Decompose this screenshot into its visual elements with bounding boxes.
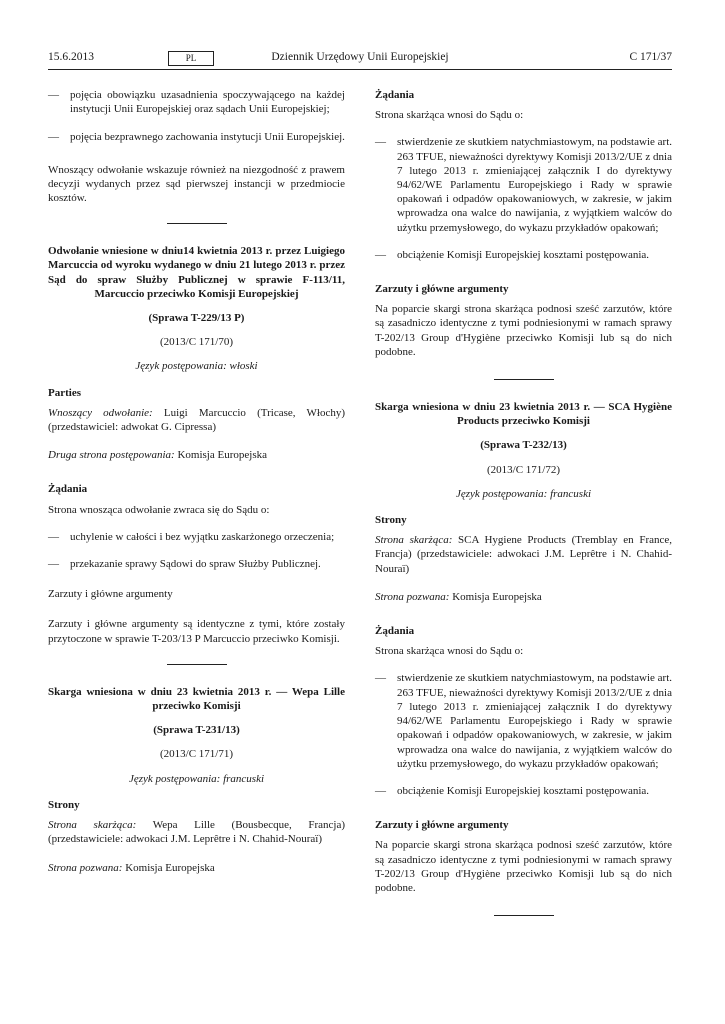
header-rule — [48, 69, 672, 70]
case-title: Skarga wniesiona w dniu 23 kwietnia 2013 r. — SCA Hygiène Products przeciwko Komisji — [375, 401, 672, 428]
page-number: C 171/37 — [629, 51, 672, 63]
pleas-heading: Zarzuty i główne argumenty — [48, 588, 173, 601]
dash-bullet: — — [48, 530, 59, 543]
section-heading-parties: Parties — [48, 386, 81, 399]
paragraph: Zarzuty i główne argumenty są identyczne z tymi, które zostały przytoczone w sprawie T-203/13 P Marcuccio przeciwko Komisji. — [48, 618, 345, 645]
procedure-language: Język postępowania: francuski — [455, 487, 592, 500]
case-reference: (2013/C 171/72) — [486, 463, 561, 476]
party-applicant: Strona skarżąca: Wepa Lille (Bousbecque, Francja) (przedstawiciele: adwokaci J.M. Leprêtre i N. Chahid-Nouraï) — [48, 819, 345, 846]
claims-intro: Strona skarżąca wnosi do Sądu o: — [375, 645, 524, 658]
case-number: (Sprawa T-231/13) — [153, 724, 240, 737]
section-separator — [494, 915, 554, 916]
case-title: Odwołanie wniesione w dniu14 kwietnia 2013 r. przez Luigiego Marcuccia od wyroku wydanego w dniu 21 lutego 2013 r. przez Sąd do spraw Służby Publicznej w sprawie F-113/11, Marcuccio przeciwko Komisji Europejskiej — [48, 245, 345, 300]
case-number: (Sprawa T-232/13) — [480, 439, 567, 452]
case-reference: (2013/C 171/71) — [159, 748, 234, 761]
journal-title: Dziennik Urzędowy Unii Europejskiej — [271, 51, 449, 63]
party-defendant: Strona pozwana: Komisja Europejska — [48, 861, 215, 874]
list-item: — pojęcia bezprawnego zachowania instytucji Unii Europejskiej. — [48, 131, 345, 144]
list-item: — obciążenie Komisji Europejskiej kosztami postępowania. — [375, 784, 650, 797]
dash-bullet: — — [48, 131, 59, 144]
case-number: (Sprawa T-229/13 P) — [148, 312, 245, 325]
party-other: Druga strona postępowania: Komisja Europejska — [48, 449, 267, 462]
party-applicant: Strona skarżąca: SCA Hygiene Products (Tremblay en France, Francja) (przedstawiciele: adwokaci J.M. Leprêtre i N. Chahid-Nouraï) — [375, 534, 673, 575]
claims-intro: Strona wnosząca odwołanie zwraca się do Sądu o: — [48, 503, 270, 516]
procedure-language: Język postępowania: włoski — [135, 360, 258, 373]
list-item: — stwierdzenie ze skutkiem natychmiastowym, na podstawie art. 263 TFUE, nieważności dyrektywy Komisji 2013/2/UE z dnia 7 lutego 2013 r. zmieniającej załącznik I do dyrektywy 94/62/WE Parlamentu Europejskiego i Rady w sprawie opakowań i odpadów opakowaniowych, w zakresie, w jakim wprowadza ona walce do nawijania, z wyjątkiem walców do użytku przemysłowego, do wykazu przykładów opakowań; — [375, 672, 672, 770]
party-defendant: Strona pozwana: Komisja Europejska — [375, 590, 542, 603]
dash-bullet: — — [375, 136, 386, 149]
right-column — [375, 88, 672, 916]
section-heading-pleas: Zarzuty i główne argumenty — [375, 819, 509, 832]
dash-bullet: — — [375, 672, 386, 685]
section-heading-claims: Żądania — [375, 89, 415, 101]
case-title: Skarga wniesiona w dniu 23 kwietnia 2013 r. — Wepa Lille przeciwko Komisji — [48, 685, 345, 713]
section-heading-parties: Strony — [48, 798, 80, 811]
case-reference: (2013/C 171/70) — [159, 336, 234, 349]
dash-bullet: — — [48, 89, 59, 101]
section-heading-parties: Strony — [375, 514, 407, 527]
claims-intro: Strona skarżąca wnosi do Sądu o: — [375, 109, 524, 122]
language-badge: PL — [168, 51, 214, 66]
dash-bullet: — — [48, 558, 59, 571]
paragraph: Na poparcie skargi strona skarżąca podnosi sześć zarzutów, które są zasadniczo identyczne z tymi podniesionymi w ramach sprawy T-202/13 Group d'Hygiène przeciwko Komisji lub są do nich podobne. — [375, 839, 672, 894]
publication-date: 15.6.2013 — [48, 51, 94, 63]
paragraph: Wnoszący odwołanie wskazuje również na niezgodność z prawem decyzji wydanych przez sąd pierwszej instancji w przedmiocie kosztów. — [48, 163, 345, 205]
dash-bullet: — — [375, 248, 386, 261]
list-item: — obciążenie Komisji Europejskiej kosztami postępowania. — [375, 248, 650, 261]
section-separator — [494, 379, 554, 380]
list-item: — przekazanie sprawy Sądowi do spraw Służby Publicznej. — [48, 558, 321, 571]
paragraph: Na poparcie skargi strona skarżąca podnosi sześć zarzutów, które są zasadniczo identyczne z tymi podniesionymi w ramach sprawy T-202/13 Group d'Hygiène przeciwko Komisji lub są do nich podobne. — [375, 303, 672, 358]
page-header — [48, 51, 672, 69]
party-appellant: Wnoszący odwołanie: Luigi Marcuccio (Tricase, Włochy) (przedstawiciel: adwokat G. Cipressa) — [48, 406, 346, 434]
procedure-language: Język postępowania: francuski — [128, 772, 265, 785]
list-item: — stwierdzenie ze skutkiem natychmiastowym, na podstawie art. 263 TFUE, nieważności dyrektywy Komisji 2013/2/UE z dnia 7 lutego 2013 r. zmieniającej załącznik I do dyrektywy 94/62/WE Parlamentu Europejskiego i Rady w sprawie opakowań i odpadów opakowaniowych, w zakresie, w jakim wprowadza ona walce do nawijania, z wyjątkiem walców do użytku przemysłowego, do wykazu przykładów opakowań; — [375, 136, 672, 234]
section-separator — [167, 223, 227, 224]
list-item: — pojęcia obowiązku uzasadnienia spoczywającego na każdej instytucji Unii Europejskiej oraz sądach Unii Europejskiej; — [48, 89, 345, 116]
left-column — [48, 88, 345, 875]
section-heading-claims: Żądania — [375, 625, 415, 638]
dash-bullet: — — [375, 784, 386, 797]
section-heading-claims: Żądania — [48, 483, 88, 496]
list-item: — uchylenie w całości i bez wyjątku zaskarżonego orzeczenia; — [48, 530, 335, 543]
section-separator — [167, 664, 227, 665]
section-heading-pleas: Zarzuty i główne argumenty — [375, 283, 509, 296]
